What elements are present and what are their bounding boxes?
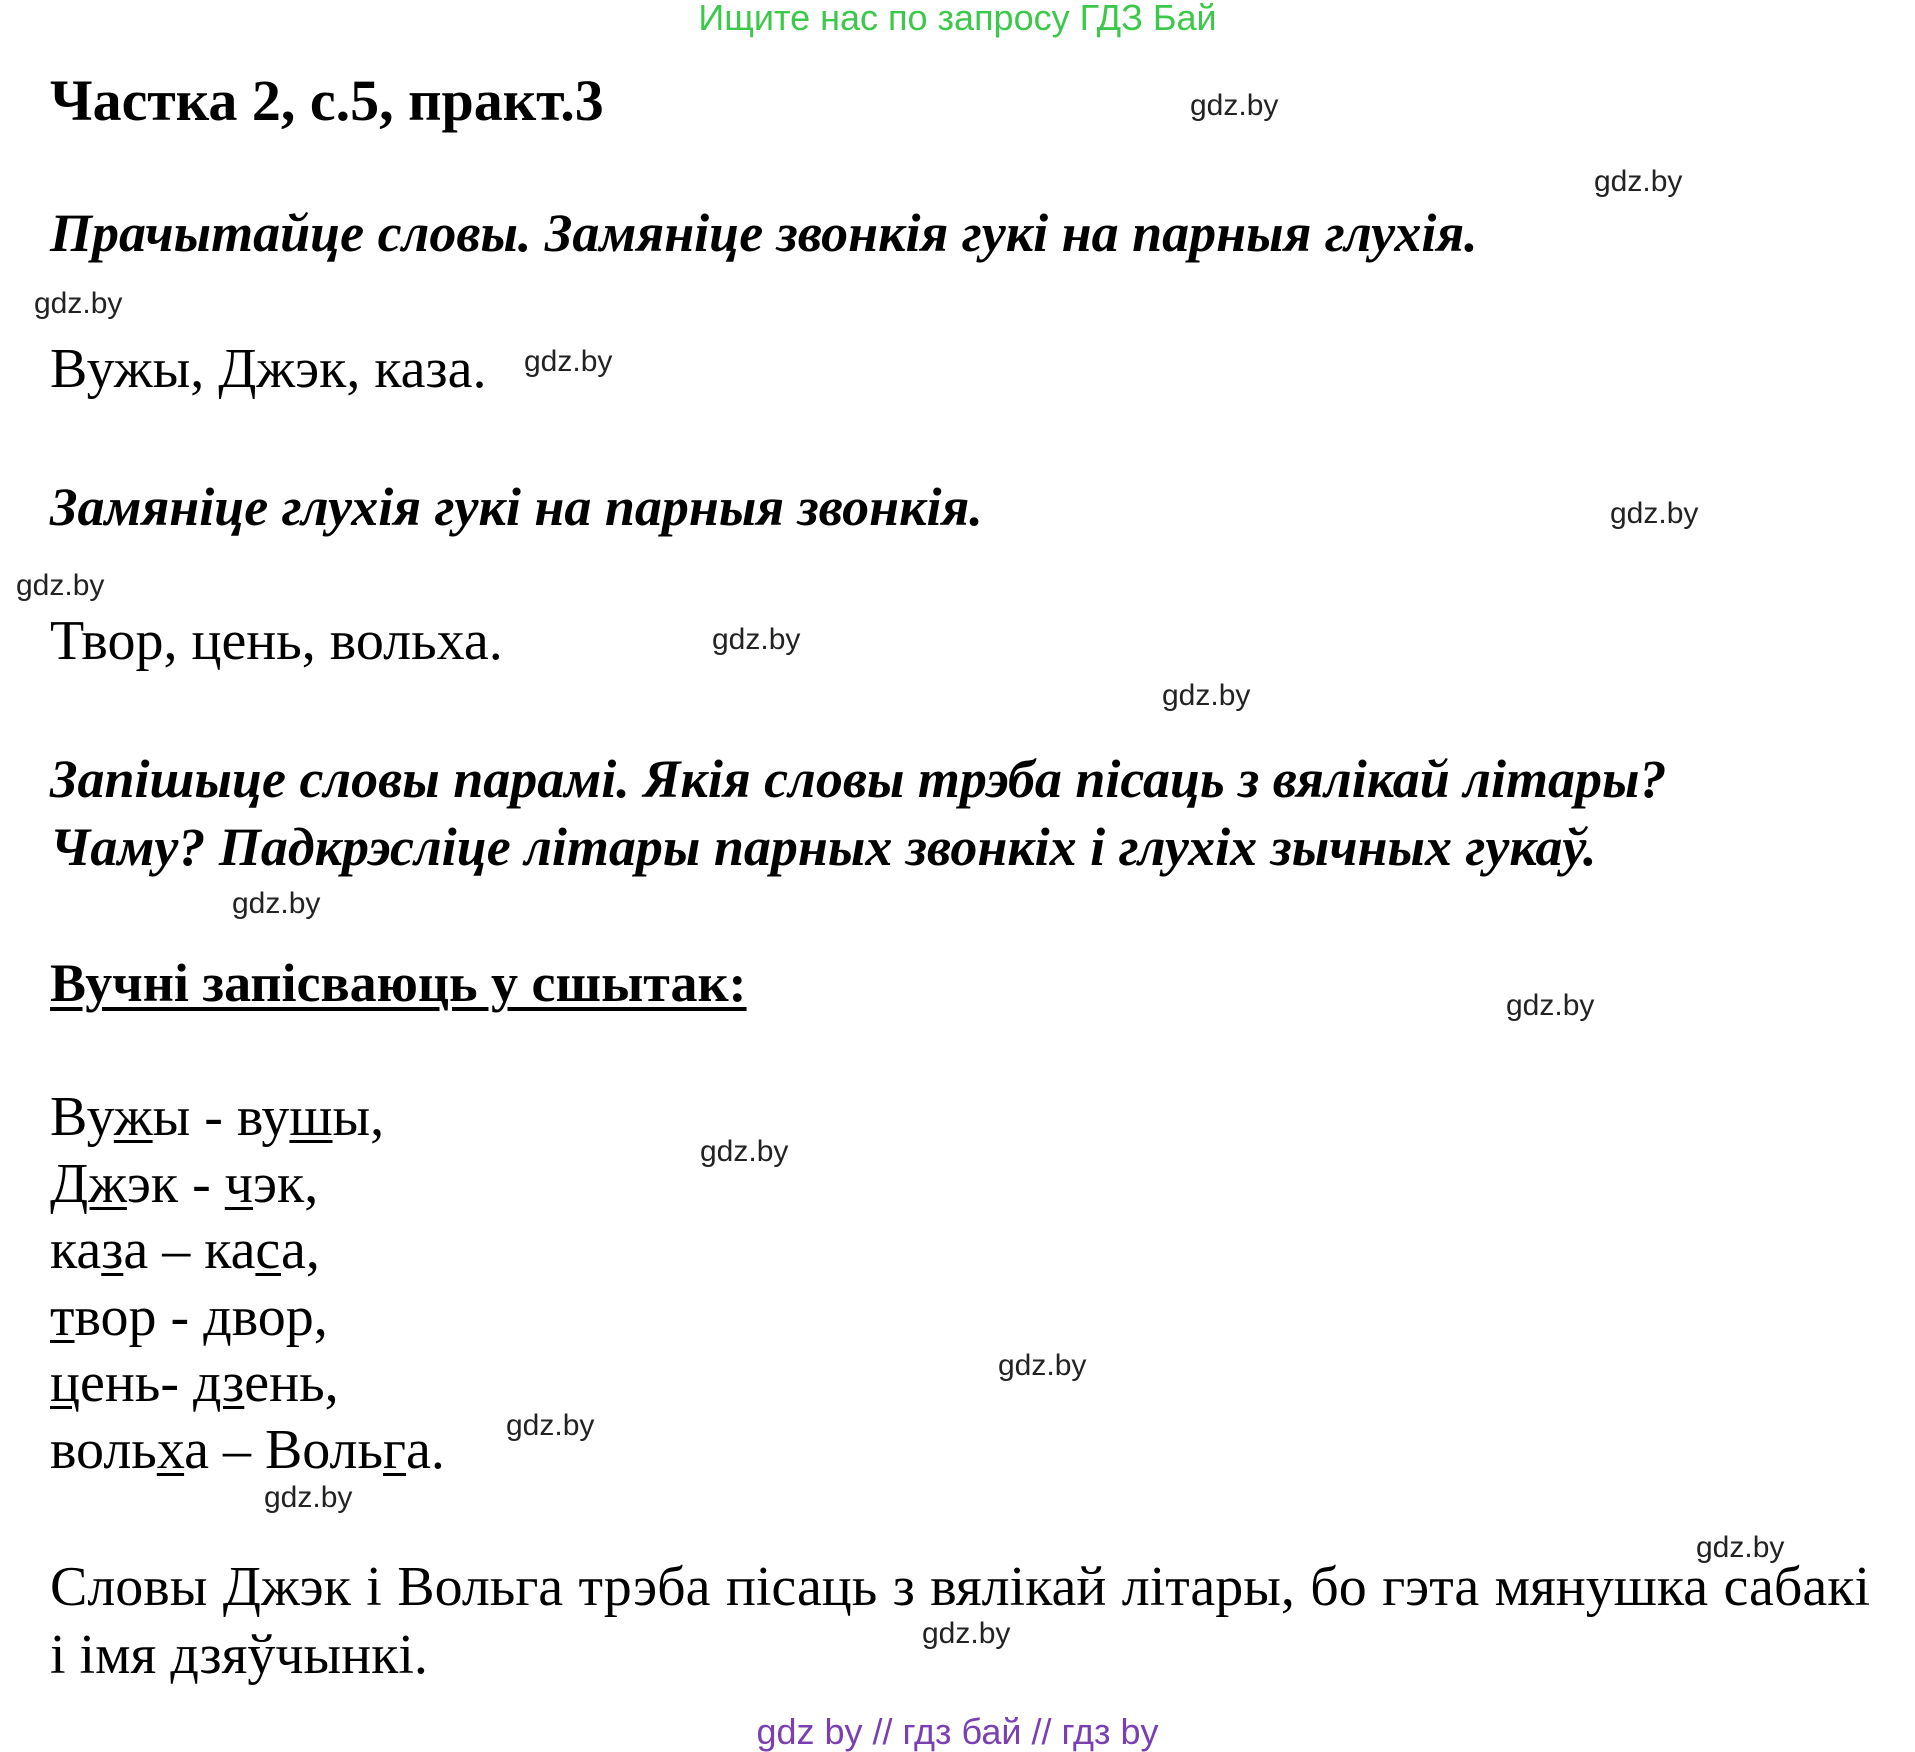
watermark: gdz.by [1162, 679, 1251, 712]
underlined-letter: ц [50, 1352, 80, 1414]
watermark: gdz.by [1594, 165, 1683, 198]
underlined-letter: ж [113, 1086, 153, 1148]
underlined-letter: х [156, 1418, 185, 1481]
task-3-instruction-line-2: Чаму? Падкрэсліце літары парных звонкіх і глухіх зычных гукаў. [50, 817, 1597, 877]
word-pair: вольха – Вольга. [50, 1418, 445, 1481]
watermark: gdz.by [712, 623, 801, 656]
word-pair: цень- дзень, [50, 1352, 339, 1414]
task-1-instruction: Прачытайце словы. Замяніце звонкія гукі на парныя глухія. [50, 203, 1478, 263]
task-1-words: Вужы, Джэк, каза. [50, 338, 487, 400]
word-pair: Вужы - вушы, [50, 1086, 385, 1148]
watermark: gdz.by [1190, 89, 1279, 122]
watermark: gdz.by [1506, 989, 1595, 1022]
page-title: Частка 2, с.5, практ.3 [50, 68, 604, 133]
underlined-letter: ш [289, 1086, 333, 1148]
word-pairs-list [50, 1084, 445, 1483]
underlined-letter: дз [193, 1352, 245, 1414]
conclusion-text: Словы Джэк і Вольга трэба пісаць з вялікай літары, бо гэта мянушка сабакі і імя дзяўчынкі. [50, 1556, 1870, 1686]
watermark: gdz.by [524, 345, 613, 378]
watermark: gdz.by [1696, 1531, 1785, 1564]
task-3-instruction-line-1: Запішыце словы парамі. Якія словы трэба пісаць з вялікай літары? [50, 749, 1667, 809]
watermark: gdz.by [1610, 497, 1699, 530]
underlined-letter: з [101, 1219, 124, 1281]
watermark: gdz.by [16, 569, 105, 602]
watermark: gdz.by [922, 1617, 1011, 1650]
watermark: gdz.by [34, 287, 123, 320]
word-pair: каза – каса, [50, 1219, 320, 1281]
watermark: gdz.by [232, 887, 321, 920]
underlined-letter: т [50, 1285, 75, 1348]
search-banner: Ищите нас по запросу ГДЗ Бай [698, 0, 1217, 38]
notebook-heading: Вучні запісваюць у сшытак: [50, 953, 747, 1013]
watermark: gdz.by [506, 1409, 595, 1442]
watermark: gdz.by [998, 1349, 1087, 1382]
underlined-letter: ч [224, 1152, 253, 1215]
underlined-letter: Дж [50, 1152, 127, 1215]
underlined-letter: с [255, 1219, 281, 1281]
watermark: gdz.by [264, 1481, 353, 1514]
watermark: gdz.by [700, 1135, 789, 1168]
word-pair: твор - двор, [50, 1285, 328, 1348]
task-2-instruction: Замяніце глухія гукі на парныя звонкія. [50, 477, 983, 537]
word-pair: Джэк - чэк, [50, 1152, 319, 1215]
underlined-letter: г [383, 1418, 407, 1481]
underlined-letter: д [203, 1285, 232, 1348]
footer-links: gdz by // гдз бай // гдз by [756, 1711, 1159, 1752]
task-2-words: Твор, цень, вольха. [50, 610, 503, 672]
